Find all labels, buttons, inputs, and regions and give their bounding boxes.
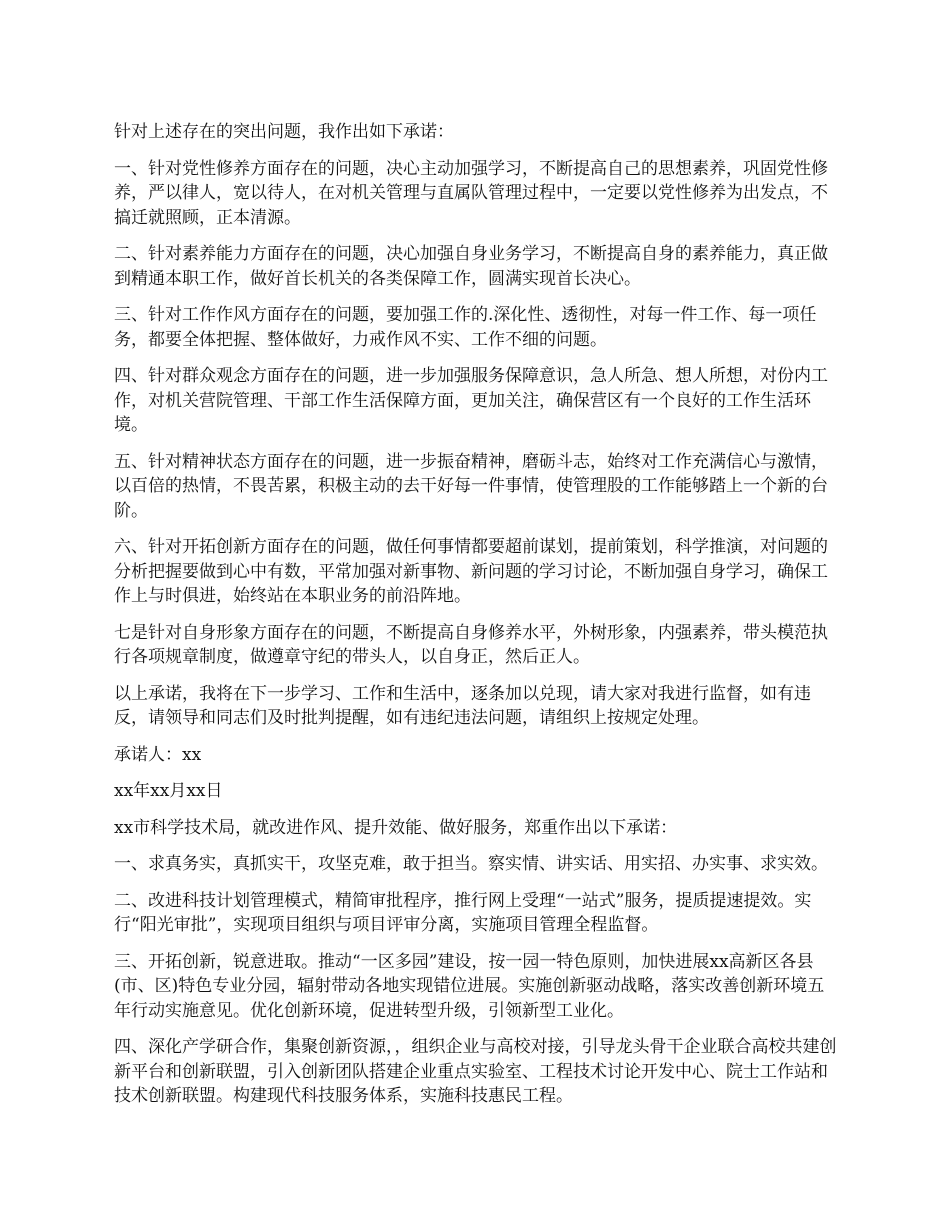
paragraph-work-style: 三、针对工作作风方面存在的问题，要加强工作的.深化性、透彻性，对每一件工作、每一项任务，都要全体把握、整体做好，力戒作风不实、工作不细的问题。	[114, 305, 817, 350]
paragraph-conclusion: 以上承诺，我将在下一步学习、工作和生活中，逐条加以兑现，请大家对我进行监督，如有违反，请领导和同志们及时批判提醒，如有违纪违法问题，请组织上按规定处理。	[114, 683, 811, 728]
paragraph-industry-academia: 四、深化产学研合作，集聚创新资源，，组织企业与高校对接，引导龙头骨干企业联合高校共建创新平台和创新联盟，引入创新团队搭建企业重点实验室、工程技术讨论开发中心、院士工作站和技术创新联盟。构建现代科技服务体系，实施科技惠民工程。	[114, 1037, 837, 1106]
paragraph-commitment-intro: 针对上述存在的突出问题，我作出如下承诺：	[114, 122, 454, 142]
document-body	[114, 120, 840, 1121]
paragraph-party-cultivation: 一、针对党性修养方面存在的问题，决心主动加强学习，不断提高自己的思想素养，巩固党性修养，严以律人，宽以待人，在对机关管理与直属队管理过程中，一定要以党性修养为出发点，不搞迁就照顾，正本清源。	[114, 158, 828, 228]
paragraph-competence: 二、针对素养能力方面存在的问题，决心加强自身业务学习，不断提高自身的素养能力，真正做到精通本职工作，做好首长机关的各类保障工作，圆满实现首长决心。	[114, 244, 828, 289]
paragraph-pragmatic: 一、求真务实，真抓实干，攻坚克难，敢于担当。察实情、讲实话、用实招、办实事、求实效。	[114, 854, 828, 874]
paragraph-mass-viewpoint: 四、针对群众观念方面存在的问题，进一步加强服务保障意识，急人所急、想人所想，对份内工作，对机关营院管理、干部工作生活保障方面，更加关注，确保营区有一个良好的工作生活环境。	[114, 366, 828, 435]
date-line: xx年xx月xx日	[114, 781, 223, 801]
paragraph-spirit: 五、针对精神状态方面存在的问题，进一步振奋精神，磨砺斗志，始终对工作充满信心与激情，以百倍的热情，不畏苦累，积极主动的去干好每一件事情，使管理股的工作能够踏上一个新的台阶。	[114, 451, 828, 521]
paragraph-self-image: 七是针对自身形象方面存在的问题，不断提高自身修养水平，外树形象，内强素养，带头模范执行各项规章制度，做遵章守纪的带头人，以自身正，然后正人。	[114, 622, 828, 667]
paragraph-plan-management: 二、改进科技计划管理模式，精简审批程序，推行网上受理“一站式”服务，提质提速提效。实行“阳光审批”，实现项目组织与项目评审分离，实施项目管理全程监督。	[114, 890, 812, 935]
paragraph-pioneering: 三、开拓创新，锐意进取。推动“一区多园”建设，按一园一特色原则，加快进展xx高新区各县(市、区)特色专业分园，辐射带动各地实现错位进展。实施创新驱动战略，落实改善创新环境五年行动实施意见。优化创新环境，促进转型升级，引领新型工业化。	[114, 951, 825, 1021]
paragraph-innovation: 六、针对开拓创新方面存在的问题，做任何事情都要超前谋划，提前策划，科学推演，对问题的分析把握要做到心中有数，平常加强对新事物、新问题的学习讨论，不断加强自身学习，确保工作上与时俱进，始终站在本职业务的前沿阵地。	[114, 537, 828, 606]
paragraph-bureau-intro: xx市科学技术局，就改进作风、提升效能、做好服务，郑重作出以下承诺：	[114, 817, 678, 838]
signature-line: 承诺人：xx	[114, 744, 202, 765]
